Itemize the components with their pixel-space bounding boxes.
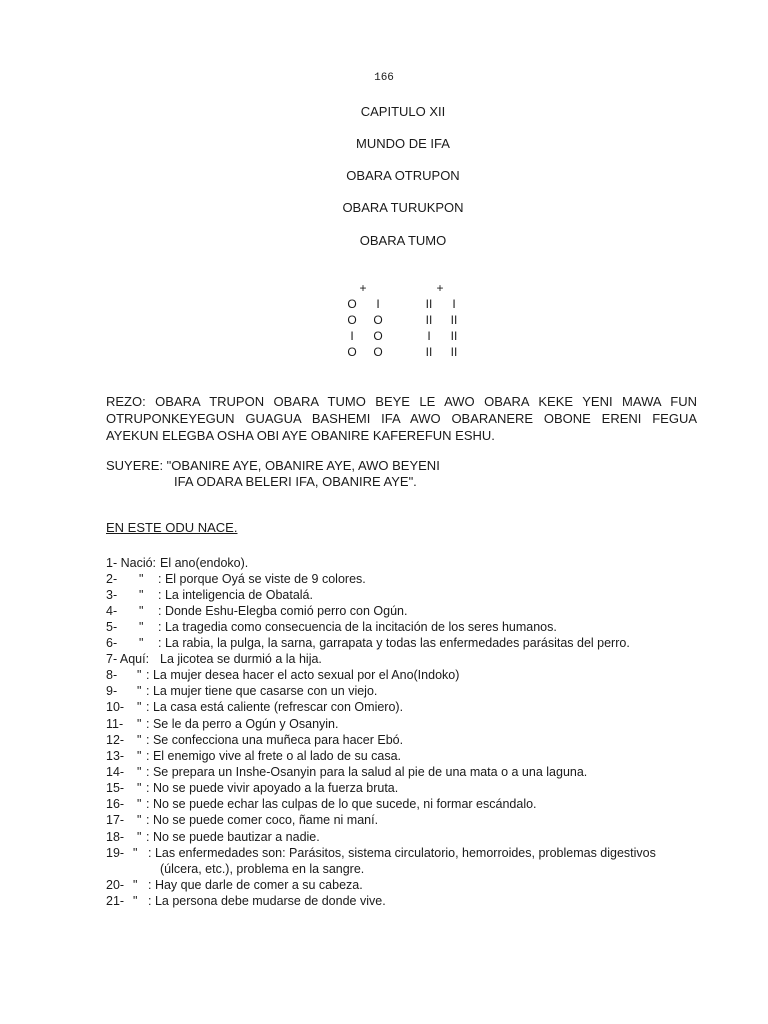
item-number: 2- [106,572,118,586]
item-text: : No se puede bautizar a nadie. [146,830,320,844]
item-number: 14- [106,765,125,779]
item-text: : Se le da perro a Ogún y Osanyin. [146,717,339,731]
ditto-mark: " [139,636,144,650]
odu-sign-plus: + [436,281,444,295]
odu-mark: I [350,329,354,343]
suyere-line-2: IFA ODARA BELERI IFA, OBANIRE AYE". [174,474,417,489]
item-text: La jicotea se durmió a la hija. [160,652,322,666]
item-number: 13- [106,749,125,763]
odu-mark: II [450,313,458,327]
item-number: 1- Nació: [106,556,157,570]
item-number: 8- [106,668,118,682]
ditto-mark: " [137,700,142,714]
odu-mark: O [347,313,357,327]
ditto-mark: " [139,588,144,602]
item-text: : No se puede echar las culpas de lo que sucede, ni formar escándalo. [146,797,537,811]
ditto-mark: " [137,668,142,682]
odu-mark: O [347,297,357,311]
item-number: 7- Aquí: [106,652,150,666]
odu-mark: II [425,345,433,359]
item-number: 17- [106,813,125,827]
item-number: 15- [106,781,125,795]
item-text: (úlcera, etc.), problema en la sangre. [160,862,365,876]
odu-mark: O [373,345,383,359]
odu-mark: O [347,345,357,359]
odu-mark: O [373,329,383,343]
odu-mark: I [376,297,380,311]
item-number: 19- [106,846,125,860]
odu-name-1: OBARA OTRUPON [346,168,460,183]
ditto-mark: " [133,878,138,892]
odu-name-3: OBARA TUMO [359,233,447,248]
item-text: : El porque Oyá se viste de 9 colores. [158,572,366,586]
item-number: 11- [106,717,124,731]
ditto-mark: " [139,572,144,586]
ditto-mark: " [139,604,144,618]
odu-mark: I [452,297,456,311]
item-text: : La inteligencia de Obatalá. [158,588,313,602]
item-text: : No se puede comer coco, ñame ni maní. [146,813,379,827]
rezo-line: REZO: OBARA TRUPON OBARA TUMO BEYE LE AWO OBARA KEKE YENI MAWA FUN [106,394,697,409]
odu-mark: II [450,345,458,359]
item-number: 18- [106,830,125,844]
item-text: : La persona debe mudarse de donde vive. [148,894,386,908]
item-number: 12- [106,733,125,747]
chapter-title: CAPITULO XII [360,104,446,119]
page-number: 166 [374,72,394,84]
item-text: : Donde Eshu-Elegba comió perro con Ogún. [158,604,408,618]
item-text: : La mujer desea hacer el acto sexual por el Ano(Indoko) [146,668,460,682]
suyere-line-1: SUYERE: "OBANIRE AYE, OBANIRE AYE, AWO BEYENI [106,458,440,473]
odu-mark: O [373,313,383,327]
odu-mark: II [425,313,433,327]
item-number: 6- [106,636,118,650]
item-text: : Se prepara un Inshe-Osanyin para la salud al pie de una mata o a una laguna. [146,765,588,779]
ditto-mark: " [137,749,142,763]
ditto-mark: " [137,684,142,698]
item-number: 3- [106,588,118,602]
ditto-mark: " [137,717,142,731]
item-text: : El enemigo vive al frete o al lado de su casa. [146,749,402,763]
rezo-line: AYEKUN ELEGBA OSHA OBI AYE OBANIRE KAFEREFUN ESHU. [106,428,495,443]
rezo-line: OTRUPONKEYEGUN GUAGUA BASHEMI IFA AWO OBARANERE OBONE ERENI FEGUA [106,411,697,426]
item-text: : Hay que darle de comer a su cabeza. [148,878,363,892]
ditto-mark: " [137,781,142,795]
odu-sign-plus: + [359,281,367,295]
ditto-mark: " [133,846,138,860]
item-number: 9- [106,684,118,698]
item-text: : La rabia, la pulga, la sarna, garrapata y todas las enfermedades parásitas del perro. [158,636,630,650]
odu-name-2: OBARA TURUKPON [342,200,464,215]
item-text: : La casa está caliente (refrescar con Omiero). [146,700,404,714]
item-number: 21- [106,894,125,908]
item-text: : Las enfermedades son: Parásitos, sistema circulatorio, hemorroides, problemas digestivos [148,846,656,860]
odu-mark: II [425,297,433,311]
odu-mark: I [427,329,431,343]
rezo-paragraph [106,393,697,444]
item-number: 20- [106,878,125,892]
ditto-mark: " [137,733,142,747]
item-text: : Se confecciona una muñeca para hacer Ebó. [146,733,404,747]
item-number: 10- [106,700,125,714]
ditto-mark: " [137,765,142,779]
section-heading: EN ESTE ODU NACE. [106,520,238,535]
section-title: MUNDO DE IFA [356,136,450,151]
ditto-mark: " [137,830,142,844]
odu-mark: II [450,329,458,343]
ditto-mark: " [137,797,142,811]
ditto-mark: " [133,894,138,908]
item-number: 16- [106,797,125,811]
item-number: 5- [106,620,118,634]
item-text: : La tragedia como consecuencia de la incitación de los seres humanos. [158,620,557,634]
item-text: : No se puede vivir apoyado a la fuerza bruta. [146,781,399,795]
item-text: : La mujer tiene que casarse con un viejo. [146,684,378,698]
ditto-mark: " [137,813,142,827]
item-number: 4- [106,604,118,618]
ditto-mark: " [139,620,144,634]
item-text: El ano(endoko). [160,556,249,570]
